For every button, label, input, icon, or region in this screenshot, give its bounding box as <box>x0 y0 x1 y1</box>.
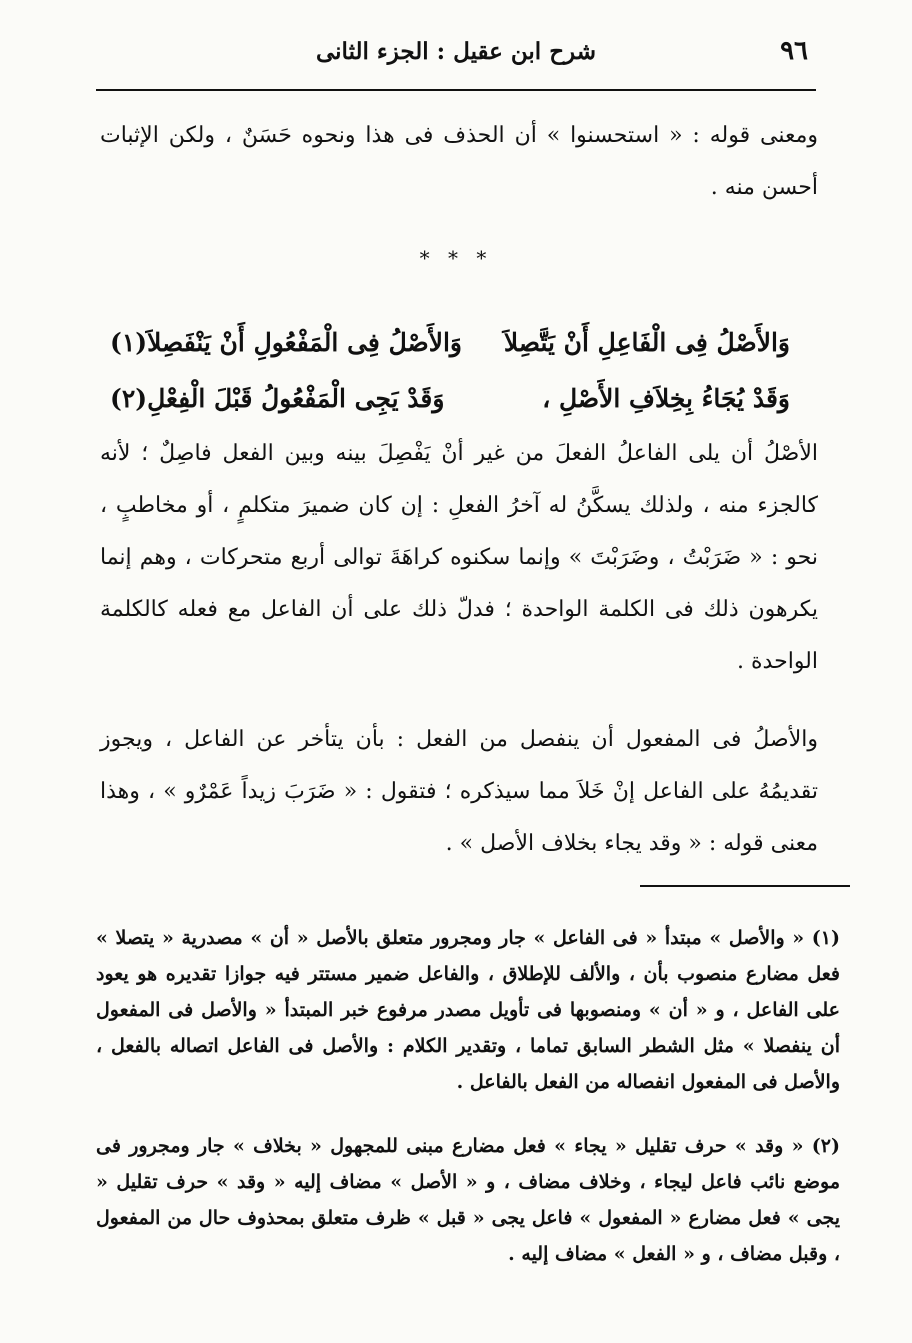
header-rule <box>96 89 816 91</box>
verse-hemistich-second: وَقَدْ يَجِى الْمَفْعُولُ قَبْلَ الْفِعْلِ(٢) <box>110 383 445 413</box>
running-title: شرح ابن عقيل : الجزء الثانى <box>315 38 597 65</box>
paragraph-3: والأصلُ فى المفعول أن ينفصل من الفعل : بأن يتأخر عن الفاعل ، ويجوز تقديمُهُ على الفاعل إنْ خَلاَ مما سيذكره ؛ فتقول : « ضَرَبَ زيداً عَمْرٌو » ، وهذا معنى قوله : « وقد يجاء بخلاف الأصل » . <box>100 727 818 856</box>
verse-hemistich-second: وَالأَصْلُ فِى الْمَفْعُولِ أَنْ يَنْفَصِلاَ(١) <box>110 327 463 357</box>
footnote-1: (١) « والأصل » مبتدأ « فى الفاعل » جار ومجرور متعلق بالأصل « أن » مصدرية « يتصلا » فعل مضارع منصوب بأن ، والألف للإطلاق ، والفاعل ضمير مستتر فيه جوازا تقديره هو يعود على الفاعل ، و « أن » ومنصوبها فى تأويل مصدر مرفوع خبر المبتدأ « والأصل فى المفعول أن ينفصلا » مثل الشطر السابق تماما ، وتقدير الكلام : والأصل فى الفاعل اتصاله بالفعل ، والأصل فى المفعول انفصاله من الفعل بالفاعل . <box>96 927 840 1093</box>
verse-hemistich-first: وَقَدْ يُجَاءُ بِخِلاَفِ الأَصْلِ ، <box>542 383 790 413</box>
footnote-rule <box>640 885 850 887</box>
verse-line <box>110 370 790 426</box>
paragraph-2: الأصْلُ أن يلى الفاعلُ الفعلَ من غير أنْ يَفْصِلَ بينه وبين الفعل فاصِلٌ ؛ لأنه كالجزء منه ، ولذلك يسكَّنُ له آخرُ الفعلِ : إن كان ضميرَ متكلمٍ ، أو مخاطبٍ ، نحو : « ضَرَبْتُ ، وضَرَبْتَ » وإنما سكنوه كراهَةَ توالى أربع متحركات ، وهم إنما يكرهون ذلك فى الكلمة الواحدة ؛ فدلّ ذلك على أن الفاعل مع فعله كالكلمة الواحدة . <box>100 441 818 674</box>
section-separator: * * * <box>419 246 493 270</box>
page-number: ٩٦ <box>780 36 808 66</box>
verse-block <box>110 314 790 426</box>
verse-hemistich-first: وَالأَصْلُ فِى الْفَاعِلِ أَنْ يَتَّصِلاَ <box>503 327 790 357</box>
page-header <box>96 30 816 90</box>
verse-line <box>110 314 790 370</box>
footnote-2: (٢) « وقد » حرف تقليل « يجاء » فعل مضارع مبنى للمجهول « بخلاف » جار ومجرور فى موضع نائب فاعل ليجاء ، وخلاف مضاف ، و « الأصل » مضاف إليه « وقد » حرف تقليل « يجى » فعل مضارع « المفعول » فاعل يجى « قبل » ظرف متعلق بمحذوف حال من المفعول ، وقبل مضاف ، و « الفعل » مضاف إليه . <box>96 1135 840 1265</box>
paragraph-1: ومعنى قوله : « استحسنوا » أن الحذف فى هذا ونحوه حَسَنٌ ، ولكن الإثبات أحسن منه . <box>100 123 818 200</box>
